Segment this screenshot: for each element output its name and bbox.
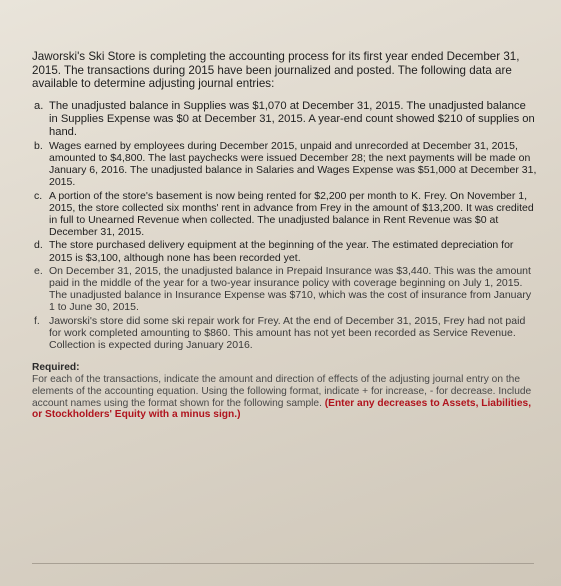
item-text: The store purchased delivery equipment at the beginning of the year. The estimated depreciation for 2015 is $3,100, although none has been recorded yet.: [49, 239, 514, 264]
item-text: Wages earned by employees during December 2015, unpaid and unrecorded at December 31, 2015, amounted to $4,800. The last paychecks were issued December 28; the next payments will be made on January 6, 2016. The unadjusted balance in Salaries and Wages Expense was $51,000 at December 31, 2015.: [49, 139, 537, 189]
list-item: [34, 265, 537, 314]
divider: [32, 563, 534, 564]
list-item: [34, 315, 537, 352]
item-text: The unadjusted balance in Supplies was $1,070 at December 31, 2015. The unadjusted balance in Supplies Expense was $0 at December 31, 2015. A year-end count showed $210 of supplies on hand.: [49, 99, 535, 138]
adjustment-list: [32, 100, 537, 351]
list-item: [34, 239, 537, 263]
required-note: (Enter any decreases to Assets, Liabilities, or Stockholders' Equity with a minus sign.): [32, 397, 532, 421]
item-marker: f.: [34, 314, 40, 327]
problem-intro: Jaworski's Ski Store is completing the accounting process for its first year ended December 31, 2015. The transactions during 2015 have been journalized and posted. The following data are available to determine adjusting journal entries:: [32, 50, 520, 91]
list-item: [34, 140, 537, 189]
item-marker: e.: [34, 264, 43, 277]
item-text: A portion of the store's basement is now being rented for $2,200 per month to K. Frey. On November 1, 2015, the store collected six months' rent in advance from Frey in the amount of $13,200. It was credited in full to Unearned Revenue when collected. The unadjusted balance in Rent Revenue was $0 at December 31, 2015.: [49, 189, 534, 239]
item-marker: a.: [34, 99, 44, 112]
item-marker: b.: [34, 139, 43, 152]
item-marker: c.: [34, 189, 43, 202]
item-text: On December 31, 2015, the unadjusted balance in Prepaid Insurance was $3,440. This was the amount paid in the middle of the year for a two-year insurance policy with coverage beginning on July 1, 2015. The unadjusted balance in Insurance Expense was $710, which was the cost of insurance from January 1 to June 30, 2015.: [49, 264, 532, 314]
required-heading: Required:: [32, 362, 80, 374]
required-section: [32, 362, 537, 421]
list-item: [34, 190, 537, 239]
list-item: [34, 100, 537, 139]
item-marker: d.: [34, 239, 43, 252]
required-body: For each of the transactions, indicate the amount and direction of effects of the adjusting journal entry on the elements of the accounting equation. Using the following format, indicate + for increase, - for decrease. Include account names using the format shown for the following sample.: [32, 374, 532, 409]
item-text: Jaworski's store did some ski repair work for Frey. At the end of December 31, 2015, Frey had not paid for work completed amounting to $860. This amount has not yet been recorded as Service Revenue. Collection is expected during January 2016.: [49, 314, 526, 352]
